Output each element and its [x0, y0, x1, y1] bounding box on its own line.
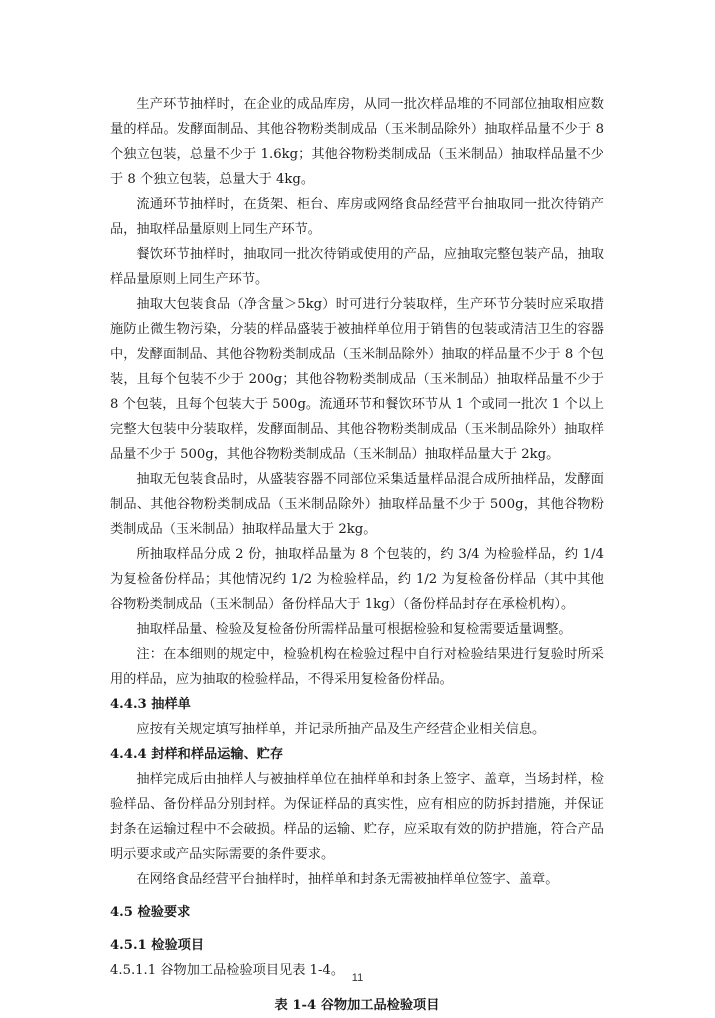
heading-4-5-1: 4.5.1 检验项目: [110, 938, 205, 953]
paragraph-production-sampling: 生产环节抽样时，在企业的成品库房，从同一批次样品堆的不同部位抽取相应数量的样品。发酵面制品、其他谷物粉类制成品（玉米制品除外）抽取样品量不少于 8 个独立包装，总量不少于 1.6kg；其他谷物粉类制成品（玉米制品）抽取样品量不少于 8 个独立包装，总量大于 4kg。: [110, 97, 604, 187]
paragraph-sealing: 抽样完成后由抽样人与被抽样单位在抽样单和封条上签字、盖章，当场封样，检验样品、备份样品分别封样。为保证样品的真实性，应有相应的防拆封措施，并保证封条在运输过程中不会破损。样品的运输、贮存，应采取有效的防护措施，符合产品明示要求或产品实际需要的条件要求。: [110, 772, 604, 862]
page-number: 11: [351, 972, 364, 984]
heading-4-4-4: 4.4.4 封样和样品运输、贮存: [110, 747, 284, 762]
paragraph-note: 注：在本细则的规定中，检验机构在检验过程中自行对检验结果进行复验时所采用的样品，应为抽取的检验样品，不得采用复检备份样品。: [110, 647, 604, 687]
paragraph-catering-sampling: 餐饮环节抽样时，抽取同一批次待销或使用的产品，应抽取完整包装产品，抽取样品量原则上同生产环节。: [110, 247, 604, 287]
paragraph-online-sealing: 在网络食品经营平台抽样时，抽样单和封条无需被抽样单位签字、盖章。: [136, 872, 559, 887]
paragraph-circulation-sampling: 流通环节抽样时，在货架、柜台、库房或网络食品经营平台抽取同一批次待销产品，抽取样品量原则上同生产环节。: [110, 197, 604, 237]
page-content: [110, 92, 604, 1018]
heading-4-4-3: 4.4.3 抽样单: [110, 697, 191, 712]
paragraph-unpackaged-sampling: 抽取无包装食品时，从盛装容器不同部位采集适量样品混合成所抽样品，发酵面制品、其他谷物粉类制成品（玉米制品除外）抽取样品量不少于 500g，其他谷物粉类制成品（玉米制品）抽取样品量大于 2kg。: [110, 472, 604, 537]
item-4-5-1-1: 4.5.1.1 谷物加工品检验项目见表 1-4。: [110, 963, 345, 978]
paragraph-sampling-form: 应按有关规定填写抽样单，并记录所抽产品及生产经营企业相关信息。: [136, 722, 546, 737]
paragraph-sample-adjust: 抽取样品量、检验及复检备份所需样品量可根据检验和复检需要适量调整。: [136, 622, 572, 637]
paragraph-sample-split: 所抽取样品分成 2 份，抽取样品量为 8 个包装的，约 3/4 为检验样品，约 1/4 为复检备份样品；其他情况约 1/2 为检验样品，约 1/2 为复检备份样品（其中其他谷物粉类制成品（玉米制品）备份样品大于 1kg）（备份样品封存在承检机构）。: [110, 547, 604, 612]
table-caption: 表 1-4 谷物加工品检验项目: [274, 998, 440, 1013]
paragraph-bulk-sampling: 抽取大包装食品（净含量＞5kg）时可进行分装取样，生产环节分装时应采取措施防止微生物污染，分装的样品盛装于被抽样单位用于销售的包装或清洁卫生的容器中，发酵面制品、其他谷物粉类制成品（玉米制品除外）抽取的样品量不少于 8 个包装，且每个包装不少于 200g；其他谷物粉类制成品（玉米制品）抽取样品量不少于 8 个包装，且每个包装大于 500g。流通环节和餐饮环节从 1 个或同一批次 1 个以上完整大包装中分装取样，发酵面制品、其他谷物粉类制成品（玉米制品除外）抽取样品量不少于 500g，其他谷物粉类制成品（玉米制品）抽取样品量大于 2kg。: [110, 297, 604, 462]
heading-4-5: 4.5 检验要求: [110, 905, 191, 920]
